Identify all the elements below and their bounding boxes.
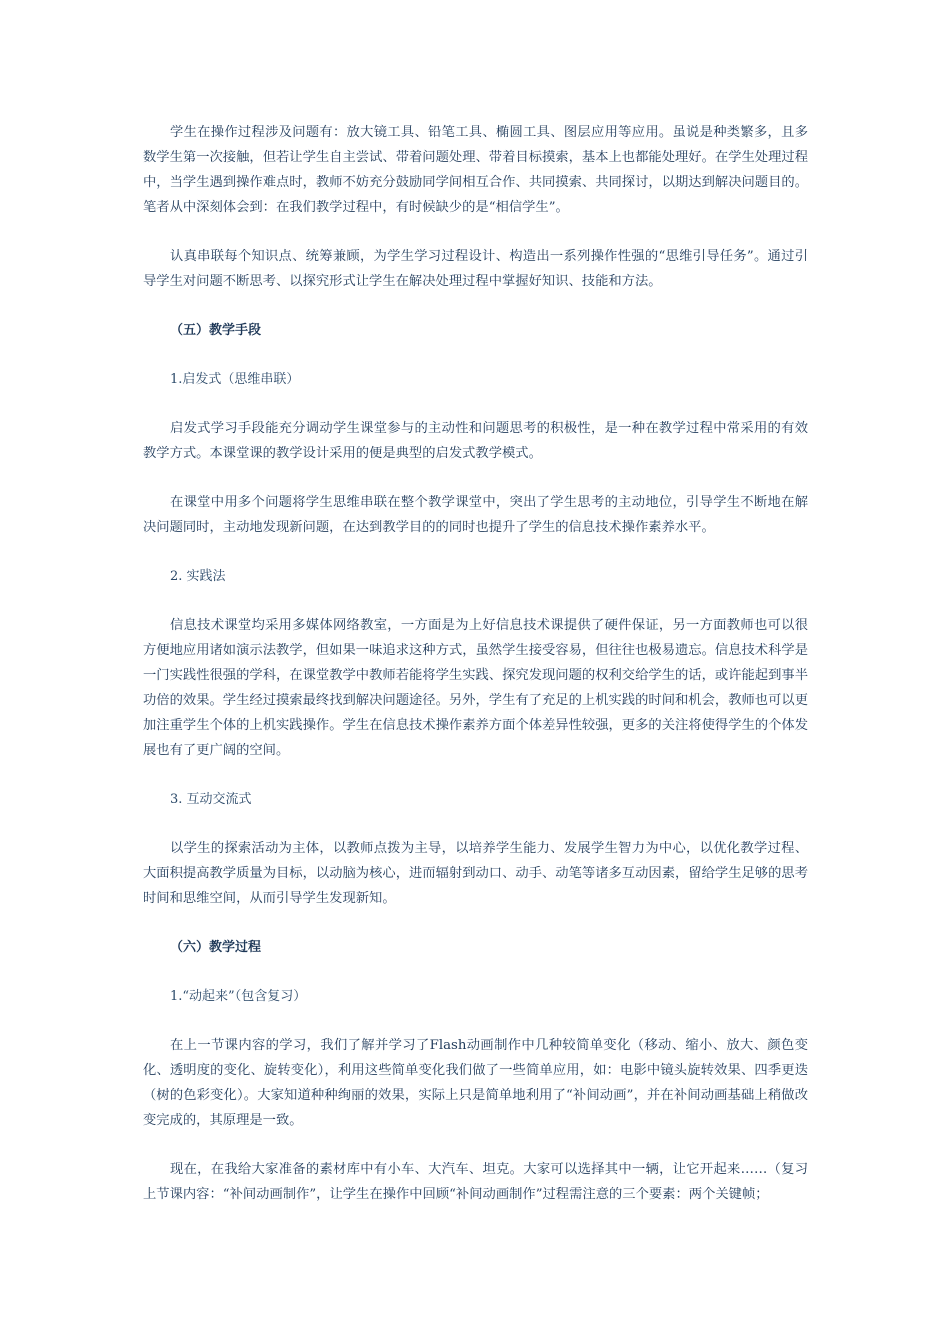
document-body xyxy=(143,120,808,1231)
paragraph-practice: 信息技术课堂均采用多媒体网络教室，一方面是为上好信息技术课提供了硬件保证，另一方面教师也可以很方便地应用诸如演示法教学，但如果一味追求这种方式，虽然学生接受容易，但往往也极易遗忘。信息技术科学是一门实践性很强的学科，在课堂教学中教师若能将学生实践、探究发现问题的权利交给学生的话，或许能起到事半功倍的效果。学生经过摸索最终找到解决问题途径。另外，学生有了充足的上机实践的时间和机会，教师也可以更加注重学生个体的上机实践操作。学生在信息技术操作素养方面个体差异性较强，更多的关注将使得学生的个体发展也有了更广阔的空间。 xyxy=(143,618,808,758)
paragraph-material-library: 现在，在我给大家准备的素材库中有小车、大汽车、坦克。大家可以选择其中一辆，让它开起来……（复习上节课内容：“补间动画制作”，让学生在操作中回顾“补间动画制作”过程需注意的三个要素：两个关键帧； xyxy=(143,1162,808,1202)
subheading-get-moving: 1.“动起来”（包含复习） xyxy=(170,989,307,1004)
paragraph-operation-issues: 学生在操作过程涉及问题有：放大镜工具、铅笔工具、椭圆工具、图层应用等应用。虽说是种类繁多，且多数学生第一次接触，但若让学生自主尝试、带着问题处理、带着目标摸索，基本上也都能处理好。在学生处理过程中，当学生遇到操作难点时，教师不妨充分鼓励同学间相互合作、共同摸索、共同探讨，以期达到解决问题目的。笔者从中深刻体会到：在我们教学过程中，有时候缺少的是“相信学生”。 xyxy=(143,125,808,215)
paragraph-thinking-tasks: 认真串联每个知识点、统筹兼顾，为学生学习过程设计、构造出一系列操作性强的“思维引导任务”。通过引导学生对问题不断思考、以探究形式让学生在解决处理过程中掌握好知识、技能和方法。 xyxy=(143,249,808,289)
subheading-practice: 2. 实践法 xyxy=(170,569,226,584)
paragraph-heuristic-detail: 在课堂中用多个问题将学生思维串联在整个教学课堂中，突出了学生思考的主动地位，引导学生不断地在解决问题同时，主动地发现新问题，在达到教学目的的同时也提升了学生的信息技术操作素养水平。 xyxy=(143,495,808,535)
subheading-heuristic: 1.启发式（思维串联） xyxy=(170,372,300,387)
section-heading-teaching-process: （六）教学过程 xyxy=(170,940,262,955)
paragraph-heuristic-intro: 启发式学习手段能充分调动学生课堂参与的主动性和问题思考的积极性，是一种在教学过程中常采用的有效教学方式。本课堂课的教学设计采用的便是典型的启发式教学模式。 xyxy=(143,421,808,461)
section-heading-teaching-methods: （五）教学手段 xyxy=(170,323,262,338)
paragraph-review: 在上一节课内容的学习，我们了解并学习了Flash动画制作中几种较简单变化（移动、缩小、放大、颜色变化、透明度的变化、旋转变化），利用这些简单变化我们做了一些简单应用，如：电影中镜头旋转效果、四季更迭（树的色彩变化）。大家知道种种绚丽的效果，实际上只是简单地利用了“补间动画”，并在补间动画基础上稍做改变完成的，其原理是一致。 xyxy=(143,1038,808,1128)
subheading-interactive: 3. 互动交流式 xyxy=(170,792,252,807)
paragraph-interactive: 以学生的探索活动为主体，以教师点拨为主导，以培养学生能力、发展学生智力为中心，以优化教学过程、大面积提高教学质量为目标，以动脑为核心，进而辐射到动口、动手、动笔等诸多互动因素，留给学生足够的思考时间和思维空间，从而引导学生发现新知。 xyxy=(143,841,808,906)
